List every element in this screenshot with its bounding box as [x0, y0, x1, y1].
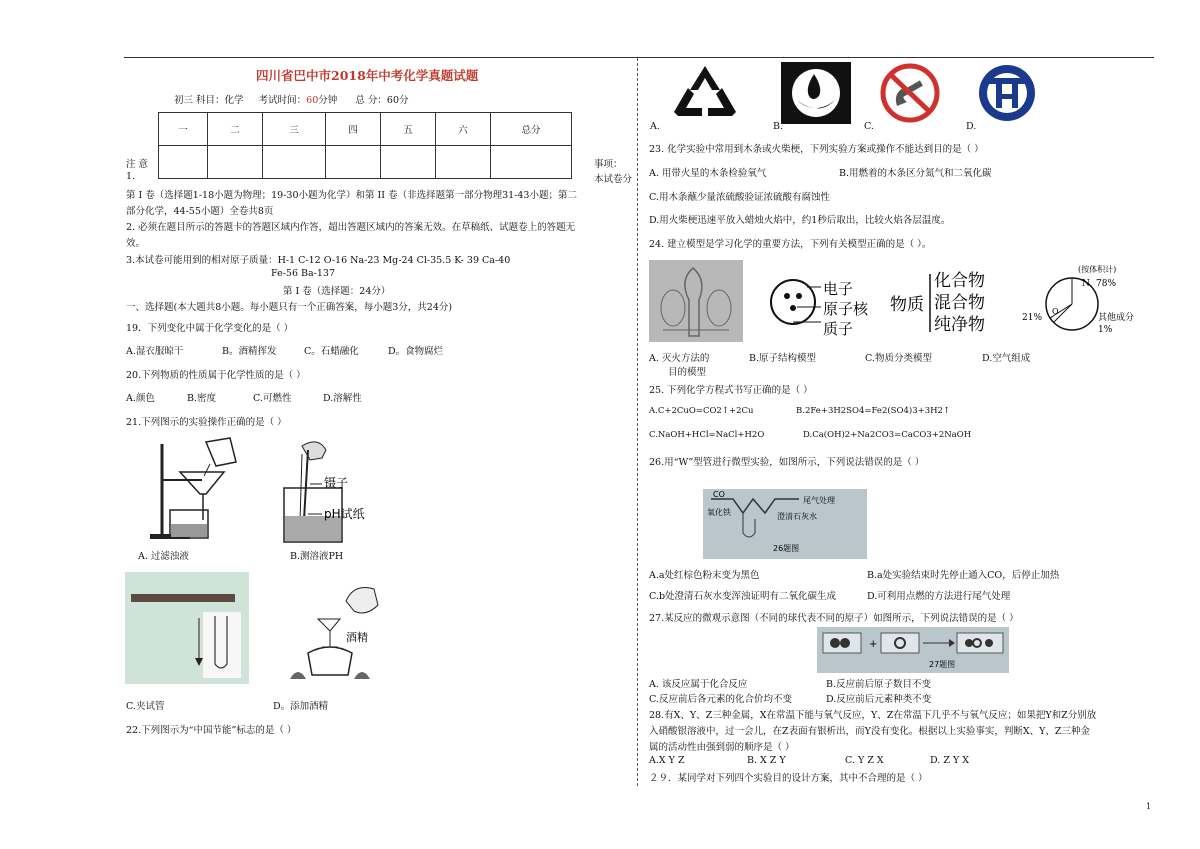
q26-option-b[interactable]: B.a处实验结束时先停止通入CO，后停止加热 [867, 570, 1060, 581]
section1-title: 第 I 卷（选择题：24分） [283, 286, 391, 297]
q28-option-c[interactable]: C. Y Z X [845, 755, 884, 766]
atom-label-proton: 质子 [823, 320, 854, 338]
q23-option-c[interactable]: C.用木条蘸少量浓硫酸验证浓硫酸有腐蚀性 [649, 192, 830, 203]
q26-option-c[interactable]: C.b处澄清石灰水变浑浊证明有二氧化碳生成 [649, 591, 837, 602]
q28-option-a[interactable]: A.X Y Z [649, 755, 685, 766]
q28-line3: 属的活动性由强到弱的顺序是（ ） [649, 742, 795, 753]
score-table [158, 112, 572, 179]
q25-option-d[interactable]: D.Ca(OH)2+Na2CO3=CaCO3+2NaOH [803, 430, 972, 440]
substance-classification-figure [890, 262, 1010, 342]
q23-stem: 23. 化学实验中常用到木条或火柴梗，下列实验方案或操作不能达到目的是（ ） [649, 144, 984, 155]
q26-option-a[interactable]: A.a处红棕色粉末变为黑色 [649, 570, 760, 581]
page-title: 四川省巴中市2018年中考化学真题试题 [256, 68, 479, 83]
q19-option-c[interactable]: C。石蜡融化 [304, 346, 359, 357]
score-cell[interactable] [491, 146, 572, 179]
q24-option-a-cont[interactable]: 目的模型 [668, 367, 707, 378]
q23-option-b[interactable]: B.用燃着的木条区分氮气和二氧化碳 [839, 168, 992, 179]
q25-option-c[interactable]: C.NaOH+HCl=NaCl+H2O [649, 430, 765, 440]
q20-option-c[interactable]: C.可燃性 [253, 393, 292, 404]
air-label-others: 其他成分 [1098, 313, 1135, 323]
q24-option-b[interactable]: B.原子结构模型 [749, 353, 817, 364]
air-label-others-pct: 1% [1098, 325, 1113, 335]
class-label-mixture: 混合物 [934, 293, 985, 313]
w-tube-caption: 26题图 [773, 544, 800, 553]
q20-option-b[interactable]: B.密度 [187, 393, 217, 404]
label-tweezers: 镊子 [324, 476, 349, 490]
reaction-micro-figure [817, 627, 1009, 673]
w-tube-figure [703, 489, 867, 559]
section1-instructions: 一、选择题(本大题共8小题。每小题只有一个正确答案，每小题3分，共24分) [126, 302, 453, 313]
time-value: 60 [306, 95, 319, 106]
notice-label-right: 事项： [594, 159, 623, 170]
q29-stem: ２９．某同学对下列四个实验目的设计方案，其中不合理的是（ ） [649, 773, 928, 784]
water-saving-icon [781, 62, 851, 124]
q20-option-d[interactable]: D.溶解性 [323, 393, 362, 404]
score-col-5: 五 [381, 113, 436, 146]
notice-label: 注 意 [126, 159, 149, 170]
q21-option-d[interactable]: D。添加酒精 [273, 701, 329, 712]
atom-label-nucleus: 原子核 [823, 300, 869, 318]
q24-option-d[interactable]: D.空气组成 [982, 353, 1031, 364]
atom-structure-figure [767, 262, 877, 342]
air-composition-figure [1020, 262, 1138, 342]
label-alcohol: 酒精 [346, 631, 368, 644]
top-rule [124, 57, 1154, 58]
q25-option-b[interactable]: B.2Fe+3H2SO4=Fe2(SO4)3+3H2↑ [796, 406, 951, 416]
score-col-6: 六 [436, 113, 491, 146]
score-col-1: 一 [159, 113, 208, 146]
w-tube-label-tail: 尾气处理 [803, 496, 835, 505]
atom-label-electron: 电子 [823, 280, 854, 298]
exam-meta [174, 92, 409, 106]
air-label-o2: O [1052, 307, 1059, 316]
q27-option-c[interactable]: C.反应前后各元素的化合价均不变 [649, 694, 792, 705]
notice-line4: 效。 [126, 238, 146, 249]
filtration-figure [140, 436, 240, 542]
q22-option-a[interactable]: A. [650, 121, 660, 132]
q27-option-d[interactable]: D.反应前后元素种类不变 [826, 694, 932, 705]
q28-option-b[interactable]: B. X Z Y [747, 755, 786, 766]
q19-stem: 19．下列变化中属于化学变化的是（ ） [126, 323, 294, 334]
q24-option-c[interactable]: C.物质分类模型 [865, 353, 932, 364]
q21-option-b[interactable]: B.测溶液PH [290, 551, 344, 562]
notice-item1-num: 1. [126, 171, 136, 182]
class-label-substance: 物质 [890, 295, 924, 315]
q20-option-a[interactable]: A.颜色 [126, 393, 155, 404]
score-cell[interactable] [436, 146, 491, 179]
q24-option-a[interactable]: A. 灭火方法的 [649, 353, 710, 364]
w-tube-label-limewater: 澄清石灰水 [777, 512, 817, 521]
grade-subject: 初三 科目：化学 [174, 95, 244, 106]
class-label-compound: 化合物 [934, 271, 985, 291]
reaction-caption: 27题图 [929, 660, 956, 669]
w-tube-label-co: CO [713, 490, 725, 499]
q26-stem: 26.用“W”型管进行微型实验，如图所示，下列说法错误的是（ ） [649, 457, 925, 468]
q21-option-a[interactable]: A. 过滤浊液 [138, 551, 189, 562]
recycle-icon [668, 62, 742, 120]
notice-line2: 部分化学，44-55小题）全卷共8页 [126, 206, 274, 217]
notice-item1-right: 本试卷分 [594, 174, 633, 185]
q28-line2: 入硝酸银溶液中，过一会儿，在Z表面有银析出，而Y没有变化。根据以上实验事实，判断X、Y、Z三种金 [649, 726, 1091, 737]
q22-stem: 22.下列图示为“中国节能”标志的是（ ） [126, 725, 297, 736]
air-label-n2-pct: 78% [1096, 279, 1117, 289]
score-cell[interactable] [159, 146, 208, 179]
q22-option-d[interactable]: D. [966, 121, 977, 132]
q21-option-c[interactable]: C.夹试管 [126, 701, 165, 712]
notice-line3: 2. 必须在题目所示的答题卡的答题区域内作答，超出答题区域内的答案无效。在草稿纸、试题卷上的答题无 [126, 222, 576, 233]
q27-stem: 27.某反应的微观示意图（不同的球代表不同的原子）如图所示，下列说法错误的是（ ） [649, 613, 1019, 624]
q22-option-b[interactable]: B. [773, 121, 784, 132]
column-divider [637, 58, 638, 786]
score-cell[interactable] [208, 146, 263, 179]
q19-option-a[interactable]: A.湿衣服晾干 [126, 346, 184, 357]
q27-option-a[interactable]: A. 该反应属于化合反应 [649, 679, 748, 690]
q25-stem: 25. 下列化学方程式书写正确的是（ ） [649, 385, 813, 396]
q19-option-b[interactable]: B。酒精挥发 [222, 346, 277, 357]
class-label-pure: 纯净物 [934, 315, 985, 335]
score-cell[interactable] [326, 146, 381, 179]
q28-option-d[interactable]: D. Z Y X [930, 755, 969, 766]
q25-option-a[interactable]: A.C+2CuO=CO2↑+2Cu [649, 406, 754, 416]
fire-extinguish-model-figure [649, 260, 743, 342]
q27-option-b[interactable]: B.反应前后原子数目不变 [826, 679, 932, 690]
notice-line6: Fe-56 Ba-137 [271, 268, 335, 279]
score-cell[interactable] [381, 146, 436, 179]
ph-test-figure [278, 436, 388, 546]
q23-option-d[interactable]: D.用火柴梗迅速平放入蜡烛火焰中，约1秒后取出，比较火焰各层温度。 [649, 215, 951, 226]
score-col-4: 四 [326, 113, 381, 146]
score-table-header-row [159, 113, 572, 146]
q21-stem: 21.下列图示的实验操作正确的是（ ） [126, 417, 287, 428]
q20-stem: 20.下列物质的性质属于化学性质的是（ ） [126, 370, 306, 381]
air-label-by-volume: (按体积计) [1078, 265, 1117, 274]
label-ph-paper: pH试纸 [324, 507, 365, 521]
q24-stem: 24. 建立模型是学习化学的重要方法，下列有关模型正确的是（ ）。 [649, 239, 932, 250]
plus-sign: + [869, 639, 878, 650]
score-cell[interactable] [263, 146, 326, 179]
w-tube-label-fe2o3: 氧化铁 [707, 508, 731, 517]
time-unit: 分钟 [318, 95, 338, 106]
total-score: 总 分：60分 [355, 95, 409, 106]
score-col-2: 二 [208, 113, 263, 146]
no-fire-icon [877, 62, 943, 124]
score-table-blank-row [159, 146, 572, 179]
air-label-o2-pct: 21% [1022, 313, 1043, 323]
page-number: 1 [1146, 802, 1152, 811]
q19-option-d[interactable]: D。食物腐烂 [388, 346, 444, 357]
score-col-total: 总分 [491, 113, 572, 146]
q22-option-c[interactable]: C. [864, 121, 874, 132]
notice-line1: 第 I 卷（选择题1-18小题为物理；19-30小题为化学）和第 II 卷（非选择题第一部分物理31-43小题；第二 [126, 190, 577, 201]
q26-option-d[interactable]: D.可利用点燃的方法进行尾气处理 [867, 591, 1011, 602]
q23-option-a[interactable]: A. 用带火星的木条检验氧气 [649, 168, 767, 179]
q28-line1: 28.有X、Y、Z三种金属，X在常温下能与氧气反应，Y、Z在常温下几乎不与氧气反应；如果把Y和Z分别放 [649, 710, 1097, 721]
score-col-3: 三 [263, 113, 326, 146]
china-energy-saving-icon [974, 62, 1040, 124]
air-label-n2: N [1082, 279, 1090, 289]
add-alcohol-figure [282, 575, 392, 685]
time-label: 考试时间： [258, 95, 307, 106]
notice-line5: 3.本试卷可能用到的相对原子质量：H-1 C-12 O-16 Na-23 Mg-24 Cl-35.5 K- 39 Ca-40 [126, 255, 511, 266]
test-tube-clamp-figure [125, 572, 249, 684]
